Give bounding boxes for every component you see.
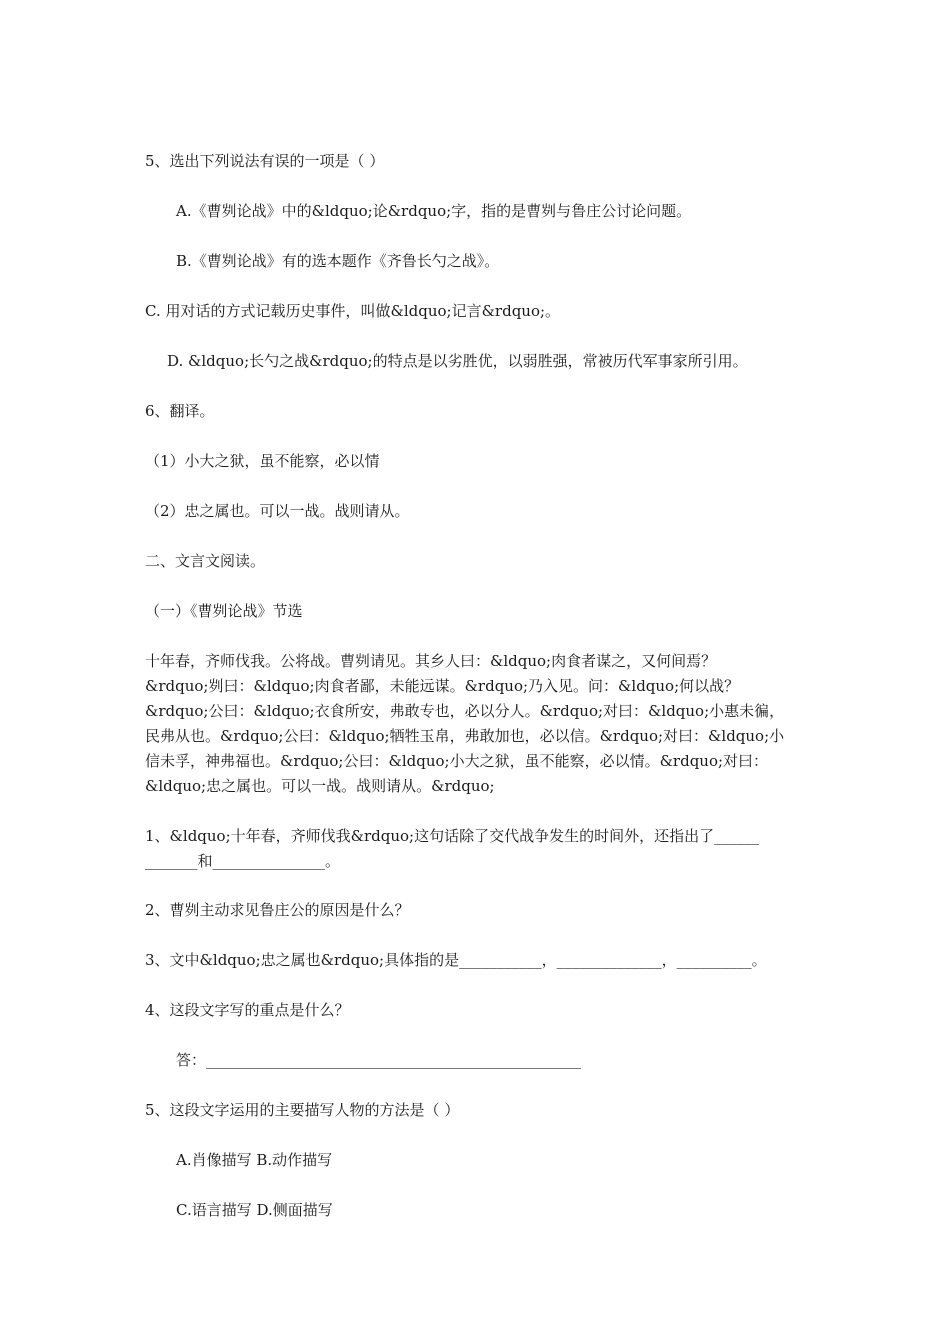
reading-question-5-options-1: A.肖像描写 B.动作描写 [176,1151,333,1169]
passage-line: 十年春，齐师伐我。公将战。曹刿请见。其乡人曰：&ldquo;肉食者谋之，又何间焉？ [145,652,717,670]
reading-question-4-answer-line: 答：__________________________________________________ [176,1051,582,1069]
question-5-option-d: D. &ldquo;长勺之战&rdquo;的特点是以劣胜优，以弱胜强，常被历代军事家所引用。 [167,352,748,370]
question-5-stem: 5、选出下列说法有误的一项是（ ） [145,152,385,170]
passage-line: 信未孚，神弗福也。&rdquo;公曰：&ldquo;小大之狱，虽不能察，必以情。&rdquo;对曰： [145,752,769,770]
reading-question-2: 2、曹刿主动求见鲁庄公的原因是什么？ [145,901,410,919]
reading-question-5: 5、这段文字运用的主要描写人物的方法是（ ） [145,1101,460,1119]
reading-question-3: 3、文中&ldquo;忠之属也&rdquo;具体指的是___________，______________，__________。 [145,951,767,969]
passage-line: &rdquo;刿曰：&ldquo;肉食者鄙，未能远谋。&rdquo;乃入见。问：&ldquo;何以战？ [145,677,740,695]
passage-line: 民弗从也。&rdquo;公曰：&ldquo;牺牲玉帛，弗敢加也，必以信。&rdquo;对曰：&ldquo;小 [145,727,785,745]
question-6-stem: 6、翻译。 [145,402,215,420]
section-title: 二、文言文阅读。 [145,552,266,570]
passage-line: &ldquo;忠之属也。可以一战。战则请从。&rdquo; [145,777,495,795]
question-5-option-b: B.《曹刿论战》有的选本题作《齐鲁长勺之战》。 [176,252,500,270]
reading-question-5-options-2: C.语言描写 D.侧面描写 [176,1201,333,1219]
question-5-option-c: C. 用对话的方式记载历史事件，叫做&ldquo;记言&rdquo;。 [145,302,561,320]
question-6-item-1: （1）小大之狱，虽不能察，必以情 [145,452,380,470]
reading-question-4: 4、这段文字写的重点是什么？ [145,1001,350,1019]
question-5-option-a: A.《曹刿论战》中的&ldquo;论&rdquo;字，指的是曹刿与鲁庄公讨论问题。 [176,202,692,220]
reading-question-1-line-2: _______和_______________。 [145,852,341,870]
reading-question-1-line-1: 1、&ldquo;十年春，齐师伐我&rdquo;这句话除了交代战争发生的时间外，还指出了______ [145,827,760,845]
passage-line: &rdquo;公曰：&ldquo;衣食所安，弗敢专也，必以分人。&rdquo;对曰：&ldquo;小惠未徧， [145,702,785,720]
question-6-item-2: （2）忠之属也。可以一战。战则请从。 [145,502,410,520]
section-subtitle: （一）《曹刿论战》节选 [145,602,303,620]
